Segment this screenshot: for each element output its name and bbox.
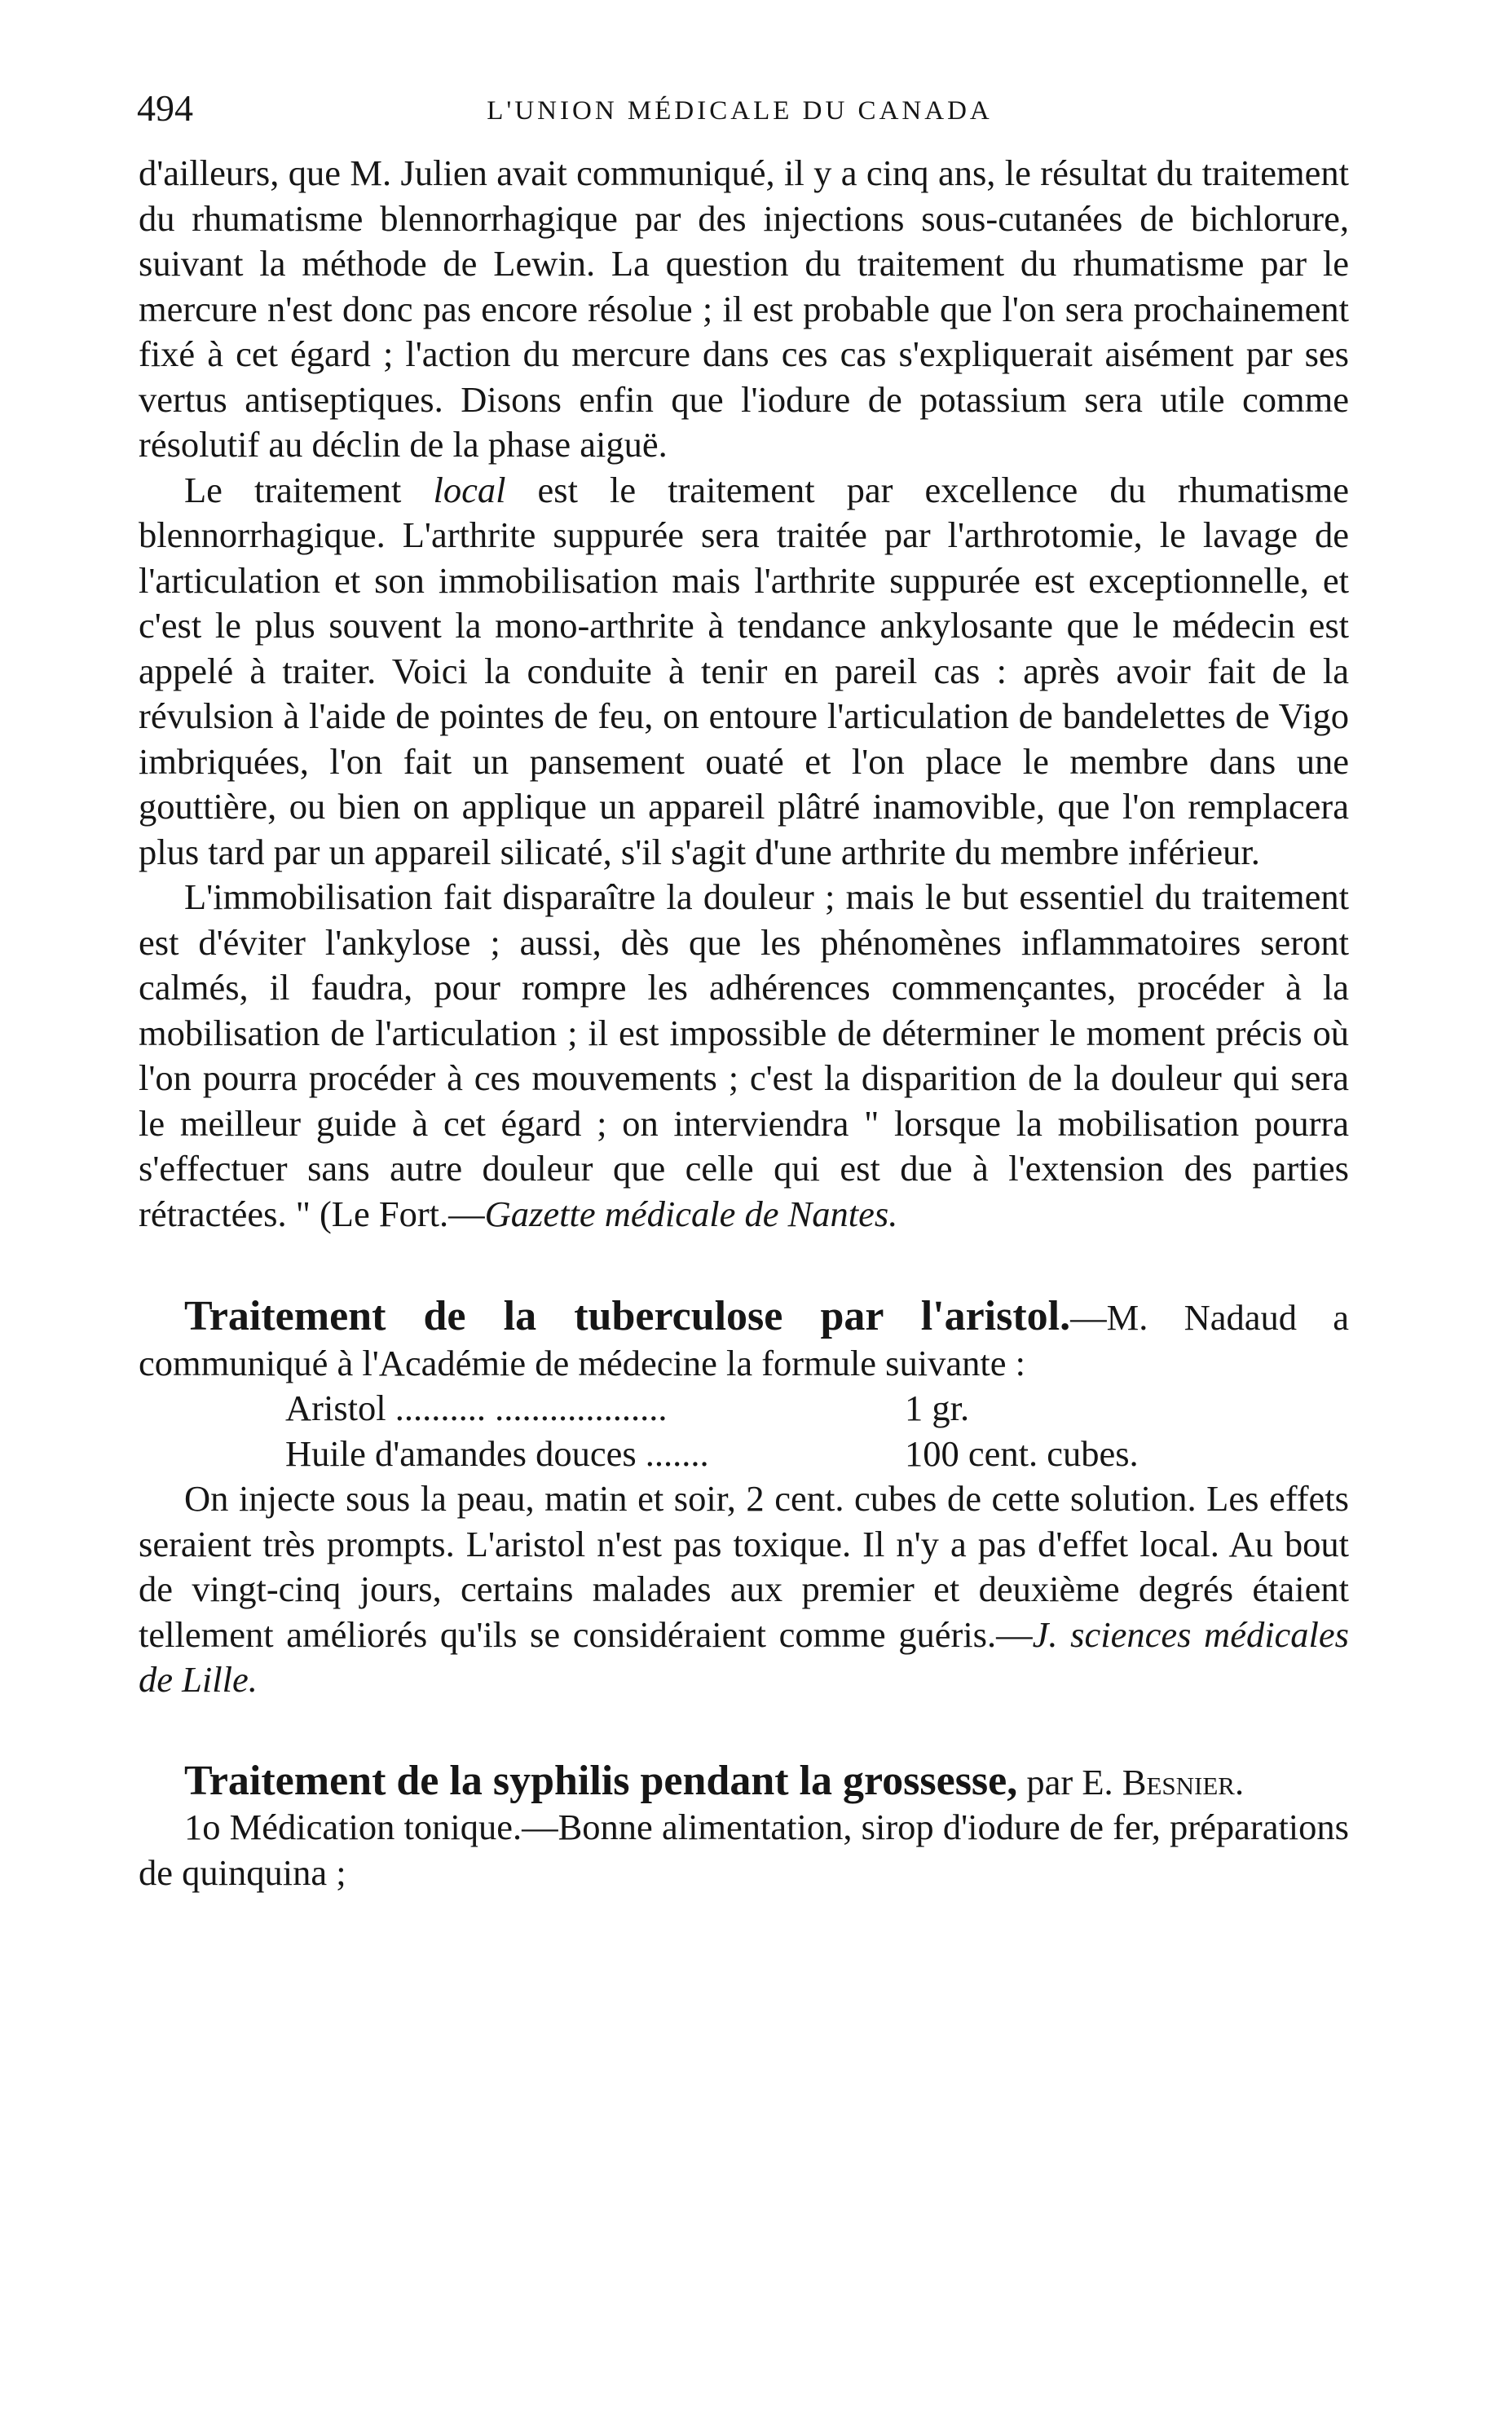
author-prefix: par E. (1017, 1761, 1122, 1802)
section-title: Traitement de la tuberculose par l'aristol. (184, 1293, 1071, 1339)
ingredient-name: Aristol .......... ................... (285, 1388, 668, 1428)
section-title: Traitement de la syphilis pendant la grossesse, (184, 1757, 1018, 1804)
numbered-item: 1o Médication tonique.—Bonne alimentation, sirop d'iodure de fer, préparations de quinquina ; (139, 1807, 1349, 1893)
formula-row (285, 1386, 1320, 1432)
section-aristol (139, 1294, 1349, 1386)
paragraph-continued: d'ailleurs, que M. Julien avait communiqué, il y a cinq ans, le résultat du traitement du rhumatisme blennorrhagique par des injections sous-cutanées de bichlorure, suivant la méthode de Lewin. La question du traitement du rhumatisme par le mercure n'est donc pas encore résolue ; il est probable que l'on sera prochainement fixé à cet égard ; l'action du mercure dans ces cas s'expliquerait aisément par ses vertus antiseptiques. Disons enfin que l'iodure de potassium sera utile comme résolutif au déclin de la phase aiguë. (139, 152, 1349, 465)
page-header (130, 86, 1349, 135)
section-intro: —M. Nadaud a communiqué à l'Académie de médecine la formule suivante : (139, 1297, 1349, 1383)
paragraph-local-treatment (139, 468, 1349, 876)
ingredient-quantity: 1 gr. (905, 1388, 970, 1428)
paragraph-immobilisation (139, 875, 1349, 1237)
emphasis-local: local (433, 469, 506, 510)
ingredient-quantity: 100 cent. cubes. (905, 1432, 1139, 1474)
section-syphilis (139, 1758, 1349, 1806)
prescription-formula (285, 1386, 1320, 1476)
source-citation: Gazette médicale de Nantes. (484, 1193, 898, 1234)
formula-row (285, 1432, 1320, 1477)
page-number: 494 (137, 87, 193, 129)
paragraph-text: Le traitement (184, 469, 434, 510)
paragraph-text: est le traitement par excellence du rhumatisme blennorrhagique. L'arthrite suppurée sera traitée par l'arthrotomie, le lavage de l'articulation et son immobilisation mais l'arthrite suppurée est exceptionnelle, et c'est le plus souvent la mono-arthrite à tendance ankylosante que le médecin est appelé à traiter. Voici la conduite à tenir en pareil cas : après avoir fait de la révulsion à l'aide de pointes de feu, on entoure l'articulation de bandelettes de Vigo imbriquées, l'on fait un pansement ouaté et l'on place le membre dans une gouttière, ou bien on applique un appareil plâtré inamovible, que l'on remplacera plus tard par un appareil silicaté, s'il s'agit d'une arthrite du membre inférieur. (139, 469, 1349, 872)
paragraph-text: On injecte sous la peau, matin et soir, 2 cent. cubes de cette solution. Les effets seraient très prompts. L'aristol n'est pas toxique. Il n'y a pas d'effet local. Au bout de vingt-cinq jours, certains malades aux premier et deuxième degrés étaient tellement améliorés qu'ils se considéraient comme guéris.— (139, 1478, 1349, 1655)
running-head: L'UNION MÉDICALE DU CANADA (487, 96, 993, 126)
author-name: Besnier. (1122, 1761, 1245, 1802)
source-citation: J. sciences médicales de Lille. (139, 1613, 1349, 1700)
article-body (139, 151, 1349, 1895)
paragraph-aristol-results (139, 1476, 1349, 1703)
ingredient-name: Huile d'amandes douces ....... (285, 1432, 709, 1474)
paragraph-text: L'immobilisation fait disparaître la douleur ; mais le but essentiel du traitement est d'éviter l'ankylose ; aussi, dès que les phénomènes inflammatoires seront calmés, il faudra, pour rompre les adhérences commençantes, procéder à la mobilisation de l'articulation ; il est impossible de déterminer le moment précis où l'on pourra procéder à ces mouvements ; c'est la disparition de la douleur qui sera le meilleur guide à cet égard ; on interviendra " lorsque la mobilisation pourra s'effectuer sans autre douleur que celle qui est due à l'extension des parties rétractées. " (Le Fort.— (139, 876, 1349, 1234)
